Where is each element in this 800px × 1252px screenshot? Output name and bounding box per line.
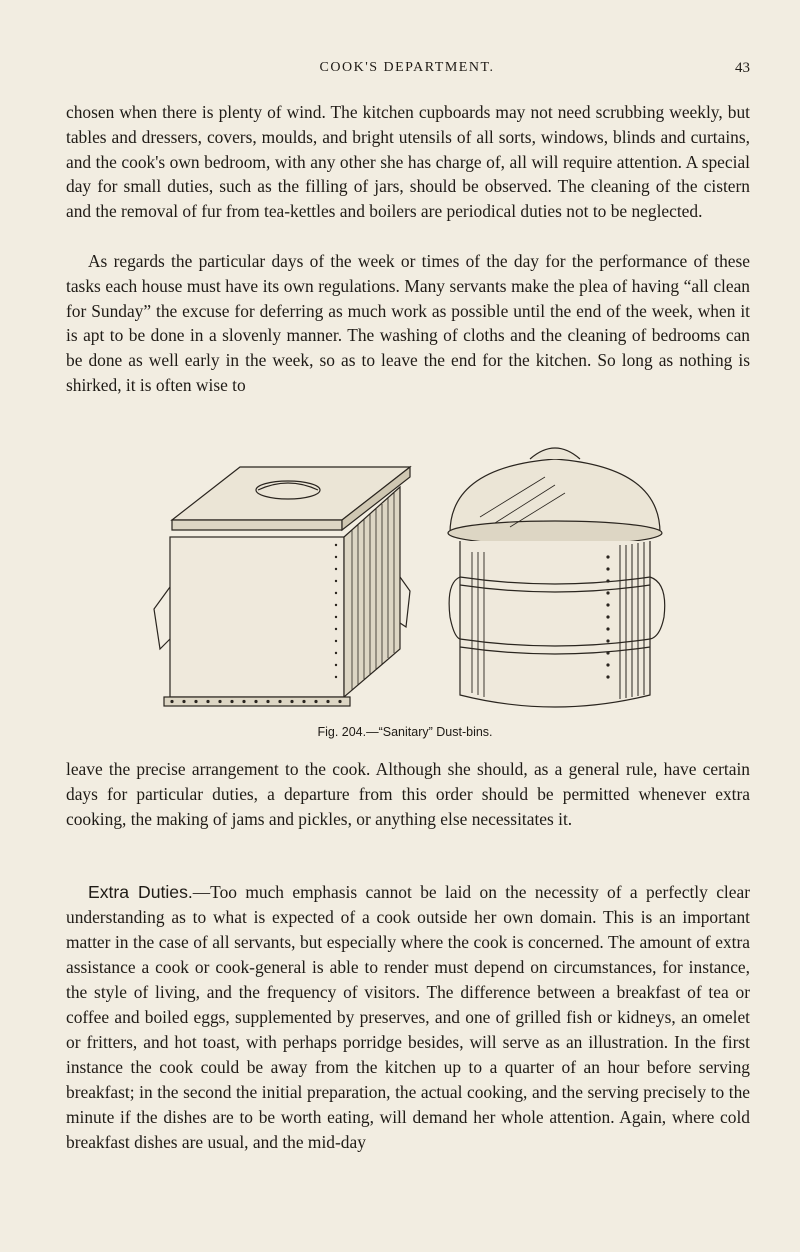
running-head [64, 60, 750, 84]
paragraph-4-text: —Too much emphasis cannot be laid on the necessity of a perfectly clear understanding as to what is expected of a cook outside her own domain. This is an important matter in the case of all servants, but especially where the cook is concerned. The amount of extra assistance a cook or cook-general is able to render must depend on circumstances, for instance, the style of living, and the frequency of visitors. The difference between a breakfast of tea or coffee and boiled eggs, supplemented by preserves, and one of grilled fish or kidneys, an omelet or fritters, and hot toast, with perhaps porridge besides, will serve as an illustration. In the first instance the cook could be away from the kitchen up to a quarter of an hour before serving breakfast; in the second the initial preparation, the actual cooking, and the serving precisely to the minute if the dishes are to be worth eating, will demand her whole attention. Again, where cold breakfast dishes are usual, and the mid-day [66, 882, 750, 1152]
round-bin-drawing [448, 448, 665, 707]
paragraph-2: As regards the particular days of the week or times of the day for the performance of these tasks each house must have its own regulations. Many servants make the plea of having “all clean for Sunday” the excuse for deferring as much work as possible until the end of the week, when it is apt to be done in a slovenly manner. The washing of cloths and the cleaning of bedrooms can be done as well early in the week, so as to leave the end for the kitchen. So long as nothing is shirked, it is often wise to [66, 251, 750, 395]
square-bin-drawing [154, 467, 410, 706]
figure-dust-bins [100, 427, 710, 755]
paragraph-4 [66, 880, 750, 1155]
section-heading-extra-duties: Extra Duties. [88, 882, 193, 902]
paragraph-1: chosen when there is plenty of wind. The kitchen cupboards may not need scrubbing weekly, but tables and dressers, covers, moulds, and bright utensils of all sorts, windows, blinds and curtains, and the cook's own bedroom, with any other she has charge of, all will require attention. A special day for small duties, such as the filling of jars, should be observed. The cleaning of the cistern and the removal of fur from tea-kettles and boilers are periodical duties not to be neglected. [66, 102, 750, 222]
running-title: COOK'S DEPARTMENT. [319, 60, 495, 75]
paragraph-3: leave the precise arrangement to the cook. Although she should, as a general rule, have certain days for particular duties, a departure from this order should be permitted whenever extra cooking, the making of jams and pickles, or anything else necessitates it. [66, 759, 750, 829]
dust-bins-illustration [100, 427, 710, 723]
figure-caption: Fig. 204.—“Sanitary” Dust-bins. [317, 725, 493, 739]
page-number: 43 [735, 60, 750, 76]
